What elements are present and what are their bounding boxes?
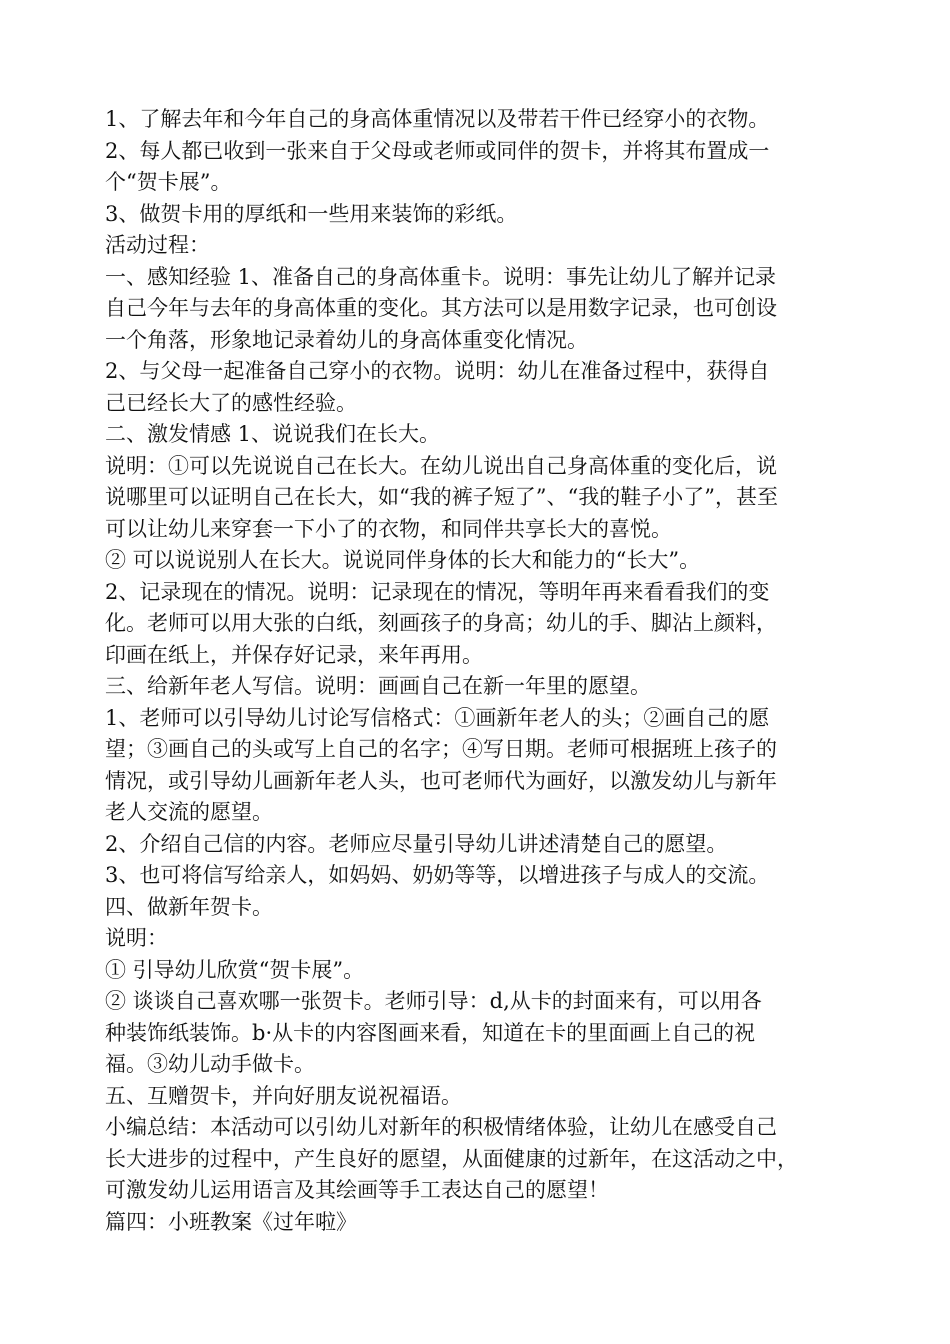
text-line: 3、也可将信写给亲人，如妈妈、奶奶等等，以增进孩子与成人的交流。	[105, 863, 770, 887]
text-line: 可以让幼儿来穿套一下小了的衣物，和同伴共享长大的喜悦。	[105, 516, 672, 541]
text-line: 印画在纸上，并保存好记录，来年再用。	[105, 642, 483, 667]
text-line: 2、每人都已收到一张来自于父母或老师或同伴的贺卡，并将其布置成一	[105, 138, 770, 163]
text-line: 小编总结：本活动可以引幼儿对新年的积极情绪体验，让幼儿在感受自己	[105, 1115, 777, 1139]
text-line: ① 引导幼儿欣赏“贺卡展”。	[105, 957, 365, 982]
document-body	[105, 104, 865, 1238]
text-line: 1、了解去年和今年自己的身高体重情况以及带若干件已经穿小的衣物。	[105, 107, 770, 131]
text-line: 说明：①可以先说说自己在长大。在幼儿说出自己身高体重的变化后，说	[105, 453, 777, 478]
text-line: 望；③画自己的头或写上自己的名字；④写日期。老师可根据班上孩子的	[105, 737, 777, 761]
text-line: 一个角落，形象地记录着幼儿的身高体重变化情况。	[105, 327, 588, 352]
text-line: 三、给新年老人写信。说明：画画自己在新一年里的愿望。	[105, 674, 651, 698]
text-line: 篇四：小班教案《过年啦》	[105, 1209, 357, 1234]
text-line: 3、做贺卡用的厚纸和一些用来装饰的彩纸。	[105, 201, 518, 226]
text-line: 活动过程：	[105, 233, 210, 257]
text-line: 可激发幼儿运用语言及其绘画等手工表达自己的愿望！	[105, 1178, 609, 1202]
text-line: 说明：	[105, 926, 168, 950]
text-line: 2、介绍自己信的内容。老师应尽量引导幼儿讲述清楚自己的愿望。	[105, 831, 728, 856]
text-line: 种装饰纸装饰。b·从卡的内容图画来看，知道在卡的里面画上自己的祝	[105, 1020, 756, 1045]
text-line: 五、互赠贺卡，并向好朋友说祝福语。	[105, 1083, 462, 1108]
text-line: 一、感知经验 1、准备自己的身高体重卡。说明：事先让幼儿了解并记录	[105, 264, 777, 289]
text-line: 化。老师可以用大张的白纸，刻画孩子的身高；幼儿的手、脚沾上颜料，	[105, 611, 777, 635]
text-line: 2、记录现在的情况。说明：记录现在的情况，等明年再来看看我们的变	[105, 579, 770, 604]
text-line: ② 可以说说别人在长大。说说同伴身体的长大和能力的“长大”。	[105, 548, 701, 572]
text-line: 1、老师可以引导幼儿讨论写信格式：①画新年老人的头；②画自己的愿	[105, 705, 770, 730]
text-line: 福。③幼儿动手做卡。	[105, 1052, 315, 1076]
text-line: 说哪里可以证明自己在长大，如“我的裤子短了”、“我的鞋子小了”，甚至	[105, 485, 778, 509]
text-line: 自己今年与去年的身高体重的变化。其方法可以是用数字记录，也可创设	[105, 296, 777, 320]
text-line: 情况，或引导幼儿画新年老人头，也可老师代为画好，以激发幼儿与新年	[105, 768, 777, 793]
text-line: ② 谈谈自己喜欢哪一张贺卡。老师引导：d,从卡的封面来有，可以用各	[105, 989, 762, 1013]
text-line: 老人交流的愿望。	[105, 800, 273, 824]
text-line: 2、与父母一起准备自己穿小的衣物。说明：幼儿在准备过程中，获得自	[105, 359, 770, 383]
text-line: 二、激发情感 1、说说我们在长大。	[105, 422, 441, 446]
text-line: 己已经长大了的感性经验。	[105, 390, 357, 415]
text-line: 四、做新年贺卡。	[105, 894, 273, 919]
text-line: 长大进步的过程中，产生良好的愿望，从面健康的过新年，在这活动之中，	[105, 1146, 798, 1171]
text-line: 个“贺卡展”。	[105, 170, 232, 194]
